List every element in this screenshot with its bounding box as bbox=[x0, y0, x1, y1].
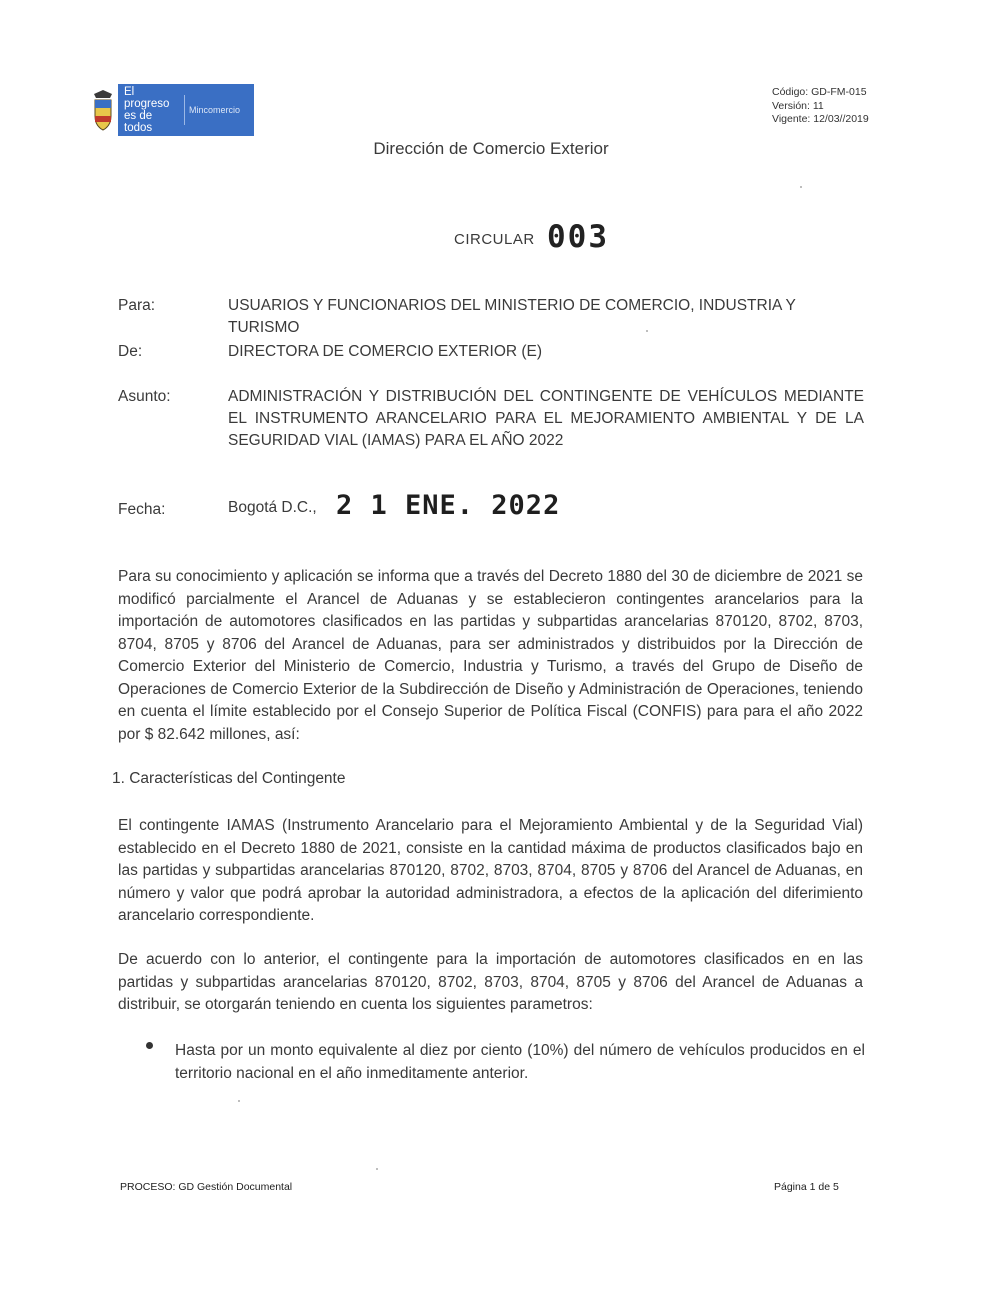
meta-version: Versión: 11 bbox=[772, 99, 824, 112]
logo-tagline: El progreso es de todos bbox=[124, 86, 170, 134]
document-meta bbox=[772, 86, 869, 127]
fecha-label: Fecha: bbox=[118, 501, 166, 518]
department-title: Dirección de Comercio Exterior bbox=[373, 139, 609, 158]
scan-speck bbox=[800, 186, 802, 188]
section-1-paragraph-1: El contingente IAMAS (Instrumento Arancelario para el Mejoramiento Ambiental y de la Seguridad Vial) establecido en el Decreto 1880 de 2021, consiste en la cantidad máxima de productos clasificados bajo en las partidas y subpartidas arancelarias 870120, 8702, 8703, 8704, 8705 y 8706 del Arancel de Aduanas, en número y valor que podrá aprobar la autoridad administradora, a efectos de la aplicación del diferimiento arancelario correspondiente. bbox=[118, 817, 863, 924]
scan-speck bbox=[376, 1168, 378, 1170]
section-1-title: 1. Características del Contingente bbox=[112, 770, 346, 787]
coat-of-arms-icon bbox=[88, 84, 118, 136]
para-value: USUARIOS Y FUNCIONARIOS DEL MINISTERIO DE COMERCIO, INDUSTRIA Y TURISMO bbox=[228, 297, 796, 336]
intro-paragraph: Para su conocimiento y aplicación se informa que a través del Decreto 1880 del 30 de diciembre de 2021 se modificó parcialmente el Arancel de Aduanas y se establecieron contingentes arancelarios para la importación de automotores clasificados en las partidas y subpartidas arancelarias 870120, 8702, 8703, 8704, 8705 y 8706 del Arancel de Aduanas, para ser administrados y distribuidos por la Dirección de Comercio Exterior del Ministerio de Comercio, Industria y Turismo, a través del Grupo de Diseño de Operaciones de Comercio Exterior de la Subdirección de Diseño y Administración de Operaciones, teniendo en cuenta el límite establecido por el Consejo Superior de Política Fiscal (CONFIS) para para el año 2022 por $ 82.642 millones, así: bbox=[118, 568, 863, 743]
bullet-item-1: Hasta por un monto equivalente al diez por ciento (10%) del número de vehículos producidos en el territorio nacional en el año inmeditamente anterior. bbox=[175, 1042, 865, 1082]
de-value: DIRECTORA DE COMERCIO EXTERIOR (E) bbox=[228, 343, 543, 360]
circular-label: CIRCULAR bbox=[454, 231, 535, 248]
logo-ministry: Mincomercio bbox=[189, 105, 241, 115]
fecha-place: Bogotá D.C., bbox=[228, 499, 317, 516]
section-1-paragraph-2: De acuerdo con lo anterior, el contingente para la importación de automotores clasificados en en las partidas y subpartidas arancelarias 870120, 8702, 8703, 8704, 8705 y 8706 del Arancel de Aduanas a distribuir, se otorgarán teniendo en cuenta los siguientes parametros: bbox=[118, 951, 863, 1013]
bullet-icon bbox=[146, 1042, 153, 1049]
logo-banner bbox=[118, 84, 254, 136]
date-stamp: 2 1 ENE. 2022 bbox=[336, 490, 561, 521]
meta-vigente: Vigente: 12/03//2019 bbox=[772, 113, 869, 125]
para-label: Para: bbox=[118, 297, 156, 314]
circular-number: 003 bbox=[547, 219, 609, 255]
scan-speck bbox=[238, 1100, 240, 1102]
footer-page-number: Página 1 de 5 bbox=[774, 1181, 839, 1193]
asunto-label: Asunto: bbox=[118, 388, 171, 405]
de-label: De: bbox=[118, 343, 143, 360]
logo-divider bbox=[184, 95, 185, 125]
asunto-value: ADMINISTRACIÓN Y DISTRIBUCIÓN DEL CONTINGENTE DE VEHÍCULOS MEDIANTE EL INSTRUMENTO ARANCELARIO PARA EL MEJORAMIENTO AMBIENTAL Y DE LA SEGURIDAD VIAL (IAMAS) PARA EL AÑO 2022 bbox=[228, 388, 864, 449]
ministry-logo bbox=[88, 84, 254, 136]
meta-codigo: Código: GD-FM-015 bbox=[772, 86, 867, 98]
footer-process: PROCESO: GD Gestión Documental bbox=[120, 1181, 293, 1193]
scan-speck bbox=[646, 330, 648, 332]
